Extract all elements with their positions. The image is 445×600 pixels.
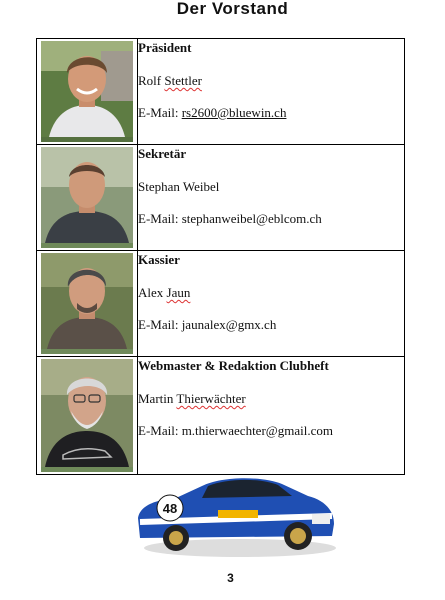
member-info-cell <box>138 251 405 357</box>
email-link[interactable]: rs2600@bluewin.ch <box>181 105 287 120</box>
member-photo <box>41 359 133 472</box>
member-photo-cell <box>37 251 138 357</box>
member-row-secretary <box>37 145 405 251</box>
member-email: E-Mail: rs2600@bluewin.ch <box>138 105 287 120</box>
member-row-webmaster <box>37 357 405 475</box>
member-email: E-Mail: stephanweibel@eblcom.ch <box>138 211 322 226</box>
page-title: Der Vorstand <box>176 0 289 18</box>
member-photo <box>41 147 133 248</box>
car-number: 48 <box>162 501 178 516</box>
member-photo-cell <box>37 357 138 475</box>
member-role: Webmaster & Redaktion Clubheft <box>138 358 329 373</box>
member-row-treasurer <box>37 251 405 357</box>
member-photo-cell <box>37 39 138 145</box>
email-link[interactable]: jaunalex@gmx.ch <box>181 317 277 332</box>
member-email: E-Mail: m.thierwaechter@gmail.com <box>138 423 333 438</box>
email-link[interactable]: m.thierwaechter@gmail.com <box>181 423 333 438</box>
member-name: Stephan Weibel <box>138 179 220 194</box>
member-photo <box>41 41 133 142</box>
member-name: Martin Thierwächter <box>138 391 246 406</box>
member-role: Sekretär <box>138 146 187 161</box>
board-members-table <box>36 38 405 475</box>
member-role: Präsident <box>138 40 192 55</box>
member-photo-cell <box>37 145 138 251</box>
email-link[interactable]: stephanweibel@eblcom.ch <box>181 211 322 226</box>
member-role: Kassier <box>138 252 180 267</box>
member-info-cell <box>138 145 405 251</box>
member-name: Alex Jaun <box>138 285 191 300</box>
member-info-cell <box>138 39 405 145</box>
member-name: Rolf Stettler <box>138 73 202 88</box>
member-info-cell <box>138 357 405 475</box>
member-email: E-Mail: jaunalex@gmx.ch <box>138 317 277 332</box>
member-photo <box>41 253 133 354</box>
member-row-president <box>37 39 405 145</box>
race-car-image <box>132 466 340 558</box>
page-number: 3 <box>227 571 234 585</box>
